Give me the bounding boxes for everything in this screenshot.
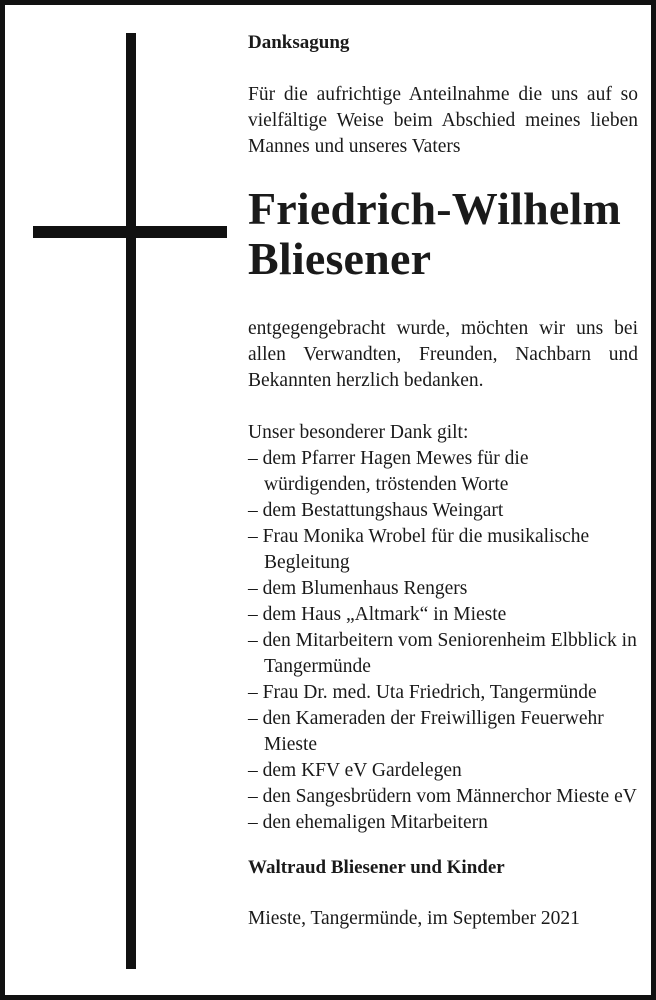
cross-horizontal-beam xyxy=(33,226,227,238)
thanks-list xyxy=(248,446,638,836)
list-item: – den Kameraden der Freiwilligen Feuerwehr Mieste xyxy=(248,708,604,755)
list-item: – den ehemaligen Mitarbeitern xyxy=(248,812,488,833)
list-item: – den Mitarbeitern vom Seniorenheim Elbblick in Tangermünde xyxy=(248,630,637,677)
signature: Waltraud Bliesener und Kinder xyxy=(248,857,505,878)
thanks-list-title: Unser besonderer Dank gilt: xyxy=(248,422,469,443)
place-and-date: Mieste, Tangermünde, im September 2021 xyxy=(248,908,580,929)
list-item: – dem Bestattungshaus Weingart xyxy=(248,500,504,521)
deceased-last-name: Bliesener xyxy=(248,233,432,284)
list-item: – Frau Dr. med. Uta Friedrich, Tangermünde xyxy=(248,682,597,703)
list-item: – dem Haus „Altmark“ in Mieste xyxy=(248,604,507,625)
list-item: – dem Pfarrer Hagen Mewes für die würdigenden, tröstenden Worte xyxy=(248,448,529,495)
list-item: – Frau Monika Wrobel für die musikalische Begleitung xyxy=(248,526,590,573)
deceased-name xyxy=(248,184,638,284)
list-item: – dem Blumenhaus Rengers xyxy=(248,578,468,599)
list-item: – den Sangesbrüdern vom Männerchor Mieste eV xyxy=(248,786,637,807)
notice-text-column xyxy=(248,31,638,932)
deceased-first-name: Friedrich-Wilhelm xyxy=(248,183,622,234)
cross-vertical-beam xyxy=(126,33,136,969)
intro-paragraph: Für die aufrichtige Anteilnahme die uns auf so vielfältige Weise beim Abschied meines lieben Mannes und unseres Vaters xyxy=(248,84,638,157)
notice-heading: Danksagung xyxy=(248,32,350,53)
thanks-paragraph: entgegengebracht wurde, möchten wir uns bei allen Verwandten, Freunden, Nachbarn und Bekannten herzlich bedanken. xyxy=(248,318,638,391)
list-item: – dem KFV eV Gardelegen xyxy=(248,760,462,781)
